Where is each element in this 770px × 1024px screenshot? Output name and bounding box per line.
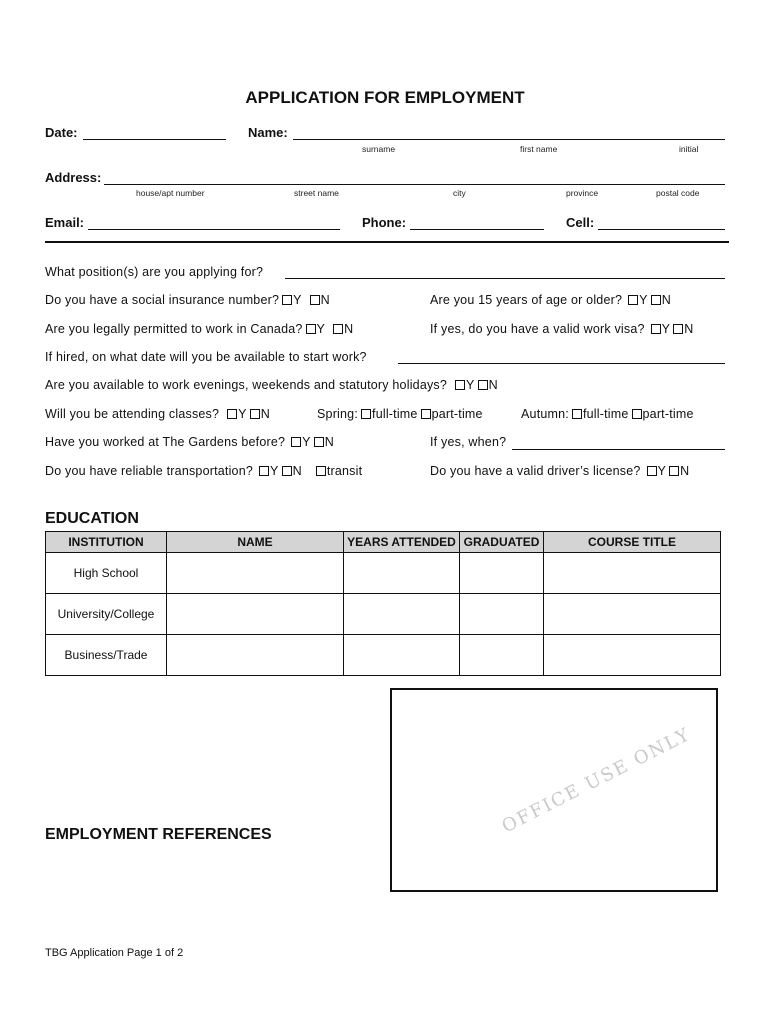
transport-yes-checkbox[interactable] — [259, 466, 269, 476]
age-no-checkbox[interactable] — [651, 295, 661, 305]
section-divider — [45, 241, 729, 243]
table-cell[interactable] — [460, 635, 544, 676]
table-cell[interactable] — [460, 553, 544, 594]
cell-label: Cell: — [566, 215, 595, 230]
transport-no-checkbox[interactable] — [282, 466, 292, 476]
name-label: Name: — [248, 125, 288, 140]
name-sub-surname: surname — [362, 144, 396, 154]
age-yes-checkbox[interactable] — [628, 295, 638, 305]
permitted-yes-checkbox[interactable] — [306, 324, 316, 334]
office-use-stamp: OFFICE USE ONLY — [498, 723, 695, 838]
date-field[interactable] — [83, 139, 226, 140]
email-field[interactable] — [88, 229, 340, 230]
name-sub-initial: initial — [679, 144, 699, 154]
table-cell[interactable] — [344, 635, 460, 676]
gardens-no-checkbox[interactable] — [314, 437, 324, 447]
license-no-checkbox[interactable] — [669, 466, 679, 476]
page-title: APPLICATION FOR EMPLOYMENT — [245, 88, 525, 107]
spring-fulltime-checkbox[interactable] — [361, 409, 371, 419]
question-spring: Spring: full-time part-time — [317, 407, 483, 421]
table-cell[interactable] — [344, 594, 460, 635]
table-cell[interactable] — [544, 594, 721, 635]
position-field[interactable] — [285, 278, 725, 279]
col-graduated: GRADUATED — [460, 532, 544, 553]
name-field[interactable] — [293, 139, 725, 140]
question-license: Do you have a valid driver’s license? Y N — [430, 464, 690, 478]
when-field[interactable] — [512, 449, 725, 450]
table-cell[interactable] — [544, 635, 721, 676]
sin-yes-checkbox[interactable] — [282, 295, 292, 305]
office-use-box — [390, 688, 718, 892]
question-gardens: Have you worked at The Gardens before? Y N — [45, 435, 334, 449]
start-date-field[interactable] — [398, 363, 725, 364]
address-sub-postal: postal code — [656, 188, 700, 198]
address-sub-street: street name — [294, 188, 339, 198]
visa-no-checkbox[interactable] — [673, 324, 683, 334]
education-table — [45, 531, 721, 676]
table-row — [46, 553, 721, 594]
references-heading: EMPLOYMENT REFERENCES — [45, 826, 272, 843]
evenings-yes-checkbox[interactable] — [455, 380, 465, 390]
table-row — [46, 594, 721, 635]
col-years-attended: YEARS ATTENDED — [344, 532, 460, 553]
phone-field[interactable] — [410, 229, 544, 230]
sin-no-checkbox[interactable] — [310, 295, 320, 305]
cell-field[interactable] — [598, 229, 725, 230]
transport-transit-checkbox[interactable] — [316, 466, 326, 476]
question-visa: If yes, do you have a valid work visa? Y N — [430, 322, 694, 336]
table-cell[interactable] — [167, 553, 344, 594]
email-label: Email: — [45, 215, 85, 230]
col-institution: INSTITUTION — [46, 532, 167, 553]
address-sub-city: city — [453, 188, 466, 198]
table-cell[interactable] — [167, 594, 344, 635]
classes-no-checkbox[interactable] — [250, 409, 260, 419]
evenings-no-checkbox[interactable] — [478, 380, 488, 390]
license-yes-checkbox[interactable] — [647, 466, 657, 476]
address-field[interactable] — [104, 184, 725, 185]
question-when: If yes, when? — [430, 435, 507, 449]
gardens-yes-checkbox[interactable] — [291, 437, 301, 447]
date-label: Date: — [45, 125, 78, 140]
table-row — [46, 635, 721, 676]
question-start: If hired, on what date will you be available to start work? — [45, 350, 367, 364]
question-evenings: Are you available to work evenings, weekends and statutory holidays? Y N — [45, 378, 498, 392]
education-header-row — [46, 532, 721, 553]
table-cell[interactable] — [544, 553, 721, 594]
question-sin: Do you have a social insurance number? Y N — [45, 293, 330, 307]
spring-parttime-checkbox[interactable] — [421, 409, 431, 419]
name-sub-first: first name — [520, 144, 558, 154]
address-sub-house: house/apt number — [136, 188, 205, 198]
table-cell[interactable] — [344, 553, 460, 594]
autumn-parttime-checkbox[interactable] — [632, 409, 642, 419]
table-cell[interactable] — [460, 594, 544, 635]
table-cell[interactable] — [167, 635, 344, 676]
question-transport: Do you have reliable transportation? Y N transit — [45, 464, 363, 478]
col-name: NAME — [167, 532, 344, 553]
page-footer: TBG Application Page 1 of 2 — [45, 947, 184, 959]
address-sub-province: province — [566, 188, 599, 198]
permitted-no-checkbox[interactable] — [333, 324, 343, 334]
question-autumn: Autumn: full-time part-time — [521, 407, 694, 421]
col-course-title: COURSE TITLE — [544, 532, 721, 553]
classes-yes-checkbox[interactable] — [227, 409, 237, 419]
row-label: Business/Trade — [46, 635, 167, 676]
question-age: Are you 15 years of age or older? Y N — [430, 293, 671, 307]
row-label: University/College — [46, 594, 167, 635]
phone-label: Phone: — [362, 215, 407, 230]
visa-yes-checkbox[interactable] — [651, 324, 661, 334]
address-label: Address: — [45, 170, 102, 185]
question-classes: Will you be attending classes? Y N — [45, 407, 270, 421]
question-position: What position(s) are you applying for? — [45, 265, 264, 279]
education-heading: EDUCATION — [45, 510, 139, 527]
question-permitted: Are you legally permitted to work in Canada? Y N — [45, 322, 354, 336]
autumn-fulltime-checkbox[interactable] — [572, 409, 582, 419]
row-label: High School — [46, 553, 167, 594]
